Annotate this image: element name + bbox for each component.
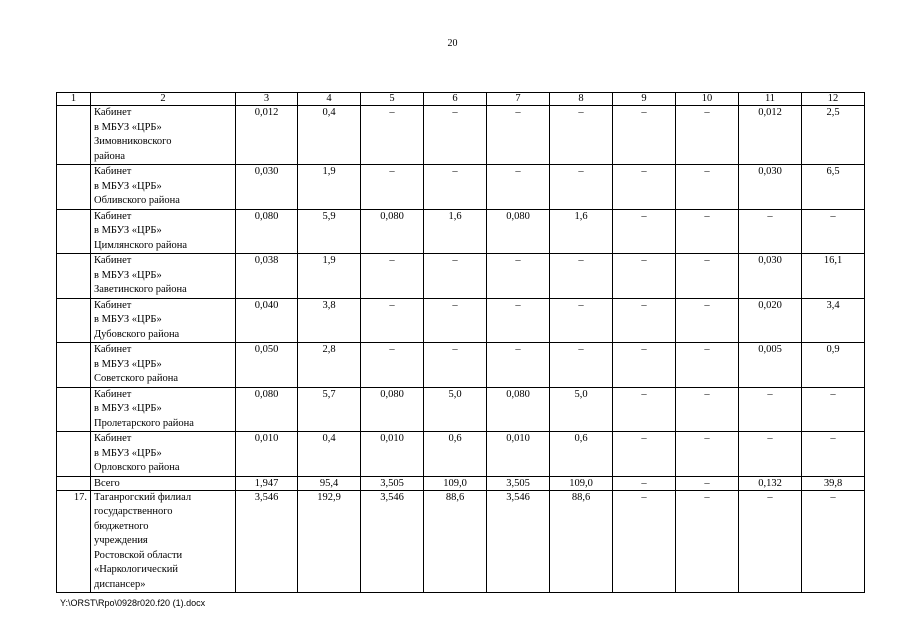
row-name-line: Цимлянского района [94, 239, 187, 251]
cell-col-8: – [550, 254, 613, 299]
cell-col-5: 0,010 [361, 432, 424, 477]
cell-col-9: – [613, 387, 676, 432]
row-index [57, 432, 91, 477]
table-row [57, 387, 865, 432]
cell-col-10: – [676, 490, 739, 593]
cell-col-9: – [613, 165, 676, 210]
row-name [91, 165, 236, 210]
cell-col-11: – [739, 490, 802, 593]
row-name [91, 254, 236, 299]
cell-col-5: – [361, 343, 424, 388]
cell-col-9: – [613, 476, 676, 490]
cell-col-8: 109,0 [550, 476, 613, 490]
cell-col-8: – [550, 343, 613, 388]
row-name-line: в МБУЗ «ЦРБ» [94, 314, 162, 325]
row-name [91, 476, 236, 490]
table-row [57, 209, 865, 254]
row-name-line: Пролетарского района [94, 417, 194, 429]
cell-col-4: 5,9 [298, 209, 361, 254]
cell-col-4: 1,9 [298, 165, 361, 210]
cell-col-6: 5,0 [424, 387, 487, 432]
row-name-line: в МБУЗ «ЦРБ» [94, 447, 162, 459]
cell-col-9: – [613, 209, 676, 254]
row-name-line: «Наркологический [94, 564, 179, 575]
row-name-line: Обливского района [94, 195, 180, 206]
cell-col-10: – [676, 165, 739, 210]
row-index [57, 106, 91, 165]
cell-col-9: – [613, 254, 676, 299]
cell-col-10: – [676, 106, 739, 165]
cell-col-10: – [676, 343, 739, 388]
cell-col-6: – [424, 343, 487, 388]
row-index [57, 387, 91, 432]
cell-col-11: – [739, 432, 802, 477]
cell-col-12: 3,4 [802, 298, 865, 343]
column-header-5: 5 [361, 93, 424, 106]
cell-col-11: 0,030 [739, 254, 802, 299]
column-header-6: 6 [424, 93, 487, 106]
cell-col-12: 6,5 [802, 165, 865, 210]
cell-col-4: 1,9 [298, 254, 361, 299]
cell-col-12: – [802, 209, 865, 254]
cell-col-5: – [361, 165, 424, 210]
cell-col-10: – [676, 209, 739, 254]
row-name-line: диспансер» [94, 578, 146, 590]
cell-col-12: – [802, 490, 865, 593]
cell-col-10: – [676, 254, 739, 299]
row-name-line: бюджетного [94, 520, 149, 532]
cell-col-5: 0,080 [361, 209, 424, 254]
header-row [57, 93, 865, 106]
row-name [91, 209, 236, 254]
total-row [57, 476, 865, 490]
cell-col-3: 0,050 [236, 343, 298, 388]
cell-col-9: – [613, 490, 676, 593]
column-header-2: 2 [91, 93, 236, 106]
cell-col-12: 39,8 [802, 476, 865, 490]
row-name [91, 432, 236, 477]
row-name-line: Всего [94, 477, 120, 489]
row-name [91, 490, 236, 593]
cell-col-6: 109,0 [424, 476, 487, 490]
cell-col-6: 1,6 [424, 209, 487, 254]
cell-col-8: – [550, 106, 613, 165]
column-header-8: 8 [550, 93, 613, 106]
cell-col-12: – [802, 387, 865, 432]
cell-col-5: – [361, 298, 424, 343]
row-name-line: района [94, 150, 126, 162]
column-header-7: 7 [487, 93, 550, 106]
row-name-line: в МБУЗ «ЦРБ» [94, 121, 162, 133]
cell-col-10: – [676, 432, 739, 477]
row-name-line: Заветинского района [94, 284, 187, 295]
row-name-line: учреждения [94, 535, 148, 546]
cell-col-4: 0,4 [298, 432, 361, 477]
row-name-line: Кабинет [94, 344, 132, 355]
table-row [57, 254, 865, 299]
row-name-line: Кабинет [94, 299, 132, 311]
cell-col-9: – [613, 432, 676, 477]
cell-col-11: 0,005 [739, 343, 802, 388]
cell-col-7: 0,080 [487, 209, 550, 254]
cell-col-7: – [487, 298, 550, 343]
cell-col-8: 5,0 [550, 387, 613, 432]
row-name-line: Кабинет [94, 388, 132, 400]
table-body [57, 106, 865, 593]
row-name-line: Орловского района [94, 462, 180, 473]
row-name [91, 343, 236, 388]
row-name-line: Кабинет [94, 255, 132, 266]
cell-col-8: – [550, 298, 613, 343]
page-number: 20 [447, 38, 458, 49]
cell-col-12: 0,9 [802, 343, 865, 388]
row-name-line: в МБУЗ «ЦРБ» [94, 225, 162, 236]
row-name [91, 387, 236, 432]
column-header-11: 11 [739, 93, 802, 106]
row-name-line: Кабинет [94, 107, 132, 118]
cell-col-3: 0,012 [236, 106, 298, 165]
row-name-line: в МБУЗ «ЦРБ» [94, 403, 162, 414]
row-name-line: в МБУЗ «ЦРБ» [94, 358, 162, 370]
cell-col-7: – [487, 165, 550, 210]
cell-col-8: 0,6 [550, 432, 613, 477]
cell-col-4: 192,9 [298, 490, 361, 593]
table-row [57, 106, 865, 165]
cell-col-3: 0,080 [236, 387, 298, 432]
table-row [57, 432, 865, 477]
cell-col-7: 0,080 [487, 387, 550, 432]
cell-col-7: – [487, 106, 550, 165]
row-name [91, 106, 236, 165]
row-name-line: в МБУЗ «ЦРБ» [94, 269, 162, 281]
row-index [57, 165, 91, 210]
cell-col-6: 0,6 [424, 432, 487, 477]
cell-col-6: 88,6 [424, 490, 487, 593]
cell-col-3: 0,040 [236, 298, 298, 343]
data-table [56, 92, 865, 593]
row-name-line: государственного [94, 506, 173, 517]
cell-col-11: 0,020 [739, 298, 802, 343]
table-row [57, 343, 865, 388]
row-name-line: Кабинет [94, 433, 132, 444]
cell-col-11: 0,012 [739, 106, 802, 165]
table-row [57, 165, 865, 210]
column-header-12: 12 [802, 93, 865, 106]
cell-col-5: 0,080 [361, 387, 424, 432]
row-name-line: Кабинет [94, 166, 132, 177]
cell-col-7: – [487, 343, 550, 388]
row-name-line: Таганрогский филиал [94, 491, 192, 503]
cell-col-4: 0,4 [298, 106, 361, 165]
table-row [57, 298, 865, 343]
row-name [91, 298, 236, 343]
cell-col-8: 1,6 [550, 209, 613, 254]
cell-col-5: – [361, 106, 424, 165]
row-name-line: Ростовской области [94, 549, 183, 561]
table-row [57, 490, 865, 593]
cell-col-4: 5,7 [298, 387, 361, 432]
row-name-line: Зимовниковского [94, 136, 172, 147]
row-name-line: Кабинет [94, 210, 132, 222]
footer-file-path: Y:\ORST\Rpo\0928r020.f20 (1).docx [60, 598, 206, 608]
cell-col-10: – [676, 387, 739, 432]
cell-col-7: – [487, 254, 550, 299]
cell-col-10: – [676, 298, 739, 343]
cell-col-9: – [613, 106, 676, 165]
cell-col-6: – [424, 106, 487, 165]
row-name-line: Дубовского района [94, 328, 180, 340]
cell-col-3: 0,030 [236, 165, 298, 210]
cell-col-4: 3,8 [298, 298, 361, 343]
cell-col-10: – [676, 476, 739, 490]
cell-col-7: 0,010 [487, 432, 550, 477]
column-header-3: 3 [236, 93, 298, 106]
row-index: 17. [57, 490, 91, 593]
column-header-1: 1 [57, 93, 91, 106]
cell-col-3: 3,546 [236, 490, 298, 593]
cell-col-6: – [424, 254, 487, 299]
row-index [57, 298, 91, 343]
column-header-4: 4 [298, 93, 361, 106]
cell-col-3: 0,080 [236, 209, 298, 254]
cell-col-11: 0,132 [739, 476, 802, 490]
cell-col-9: – [613, 298, 676, 343]
row-index [57, 476, 91, 490]
cell-col-3: 1,947 [236, 476, 298, 490]
cell-col-9: – [613, 343, 676, 388]
row-name-line: в МБУЗ «ЦРБ» [94, 180, 162, 192]
cell-col-6: – [424, 165, 487, 210]
cell-col-4: 2,8 [298, 343, 361, 388]
cell-col-12: 2,5 [802, 106, 865, 165]
column-header-9: 9 [613, 93, 676, 106]
cell-col-5: – [361, 254, 424, 299]
cell-col-6: – [424, 298, 487, 343]
cell-col-5: 3,505 [361, 476, 424, 490]
cell-col-11: – [739, 209, 802, 254]
cell-col-12: – [802, 432, 865, 477]
cell-col-4: 95,4 [298, 476, 361, 490]
cell-col-7: 3,546 [487, 490, 550, 593]
row-index [57, 209, 91, 254]
cell-col-11: – [739, 387, 802, 432]
cell-col-3: 0,038 [236, 254, 298, 299]
cell-col-5: 3,546 [361, 490, 424, 593]
cell-col-8: 88,6 [550, 490, 613, 593]
row-index [57, 254, 91, 299]
row-name-line: Советского района [94, 373, 178, 384]
cell-col-7: 3,505 [487, 476, 550, 490]
cell-col-11: 0,030 [739, 165, 802, 210]
cell-col-3: 0,010 [236, 432, 298, 477]
cell-col-8: – [550, 165, 613, 210]
column-header-10: 10 [676, 93, 739, 106]
cell-col-12: 16,1 [802, 254, 865, 299]
row-index [57, 343, 91, 388]
